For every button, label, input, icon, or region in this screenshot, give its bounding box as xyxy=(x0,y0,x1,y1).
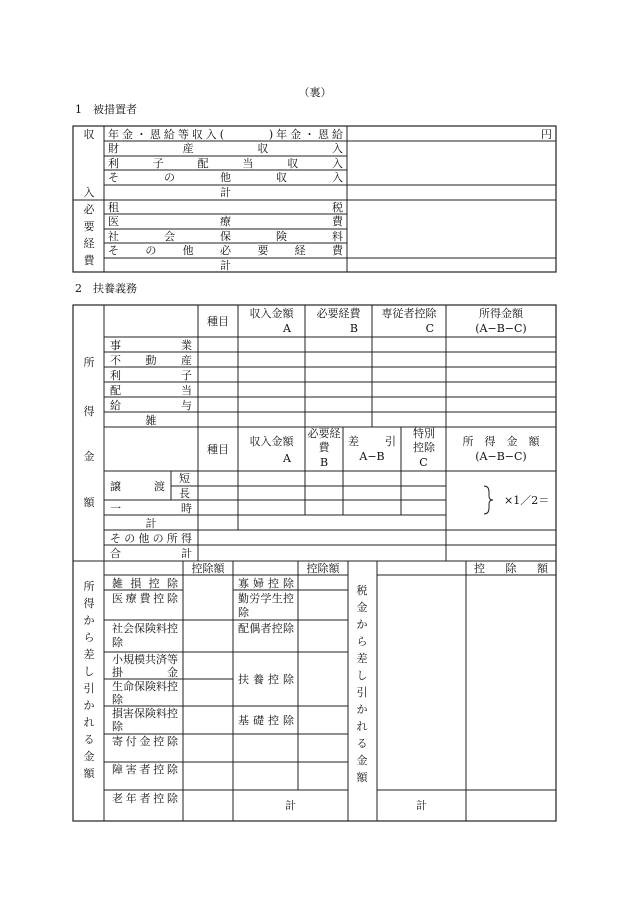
income-group-label-top: 収 xyxy=(83,128,95,141)
deduct-zasson: 雑損控除 xyxy=(112,577,178,590)
section2-title: 2 扶養義務 xyxy=(75,282,137,295)
kojo-header-left: 控除額 xyxy=(191,562,225,575)
head2-tokubetsu-sub: C xyxy=(419,456,428,469)
head2-shotoku: 所 得 金 額 xyxy=(462,435,540,448)
deduct-ronensha: 老年者控除 xyxy=(112,792,178,805)
row-joto: 譲 渡 xyxy=(110,480,165,493)
row-fudosan: 不 動 産 xyxy=(110,354,192,367)
deduct-shogaisha: 障害者控除 xyxy=(112,763,178,776)
deduct-kafu: 寡婦控除 xyxy=(238,577,294,590)
expense-row-medical: 医 療 費 xyxy=(108,215,343,228)
shotoku-group-3: 金 xyxy=(83,450,95,463)
expense-group-label: 必要経費 xyxy=(83,203,95,267)
row-zatsu: 雑 xyxy=(145,414,157,427)
income-row-interest: 利 子 配 当 収 入 xyxy=(108,157,343,170)
page-side-label: （裏） xyxy=(298,86,332,99)
row-gokei: 合 計 xyxy=(110,547,192,560)
row-kyuyo: 給 与 xyxy=(110,399,192,412)
half-formula: ×1／2＝ xyxy=(504,494,550,507)
row-kei: 計 xyxy=(145,517,157,530)
head1-shotoku: 所得金額 xyxy=(479,307,523,320)
deduct-kifukin: 寄付金控除 xyxy=(112,735,178,748)
deduct-fuyo: 扶養控除 xyxy=(238,673,294,686)
row-joto-cho: 長 xyxy=(179,487,190,500)
row-ichiji: 一 時 xyxy=(110,502,192,515)
deduct-haigusha: 配偶者控除 xyxy=(238,622,294,635)
head1-senju: 専従者控除 xyxy=(381,307,437,320)
head1-hitsuyo-sub: B xyxy=(349,322,358,335)
row-rishi: 利 子 xyxy=(110,369,192,382)
yen-unit: 円 xyxy=(541,128,552,141)
head2-hitsuyo: 必要経費 xyxy=(307,427,341,454)
deduct-shakaihoken: 社会保険料控除 xyxy=(112,622,178,649)
income-row-pension: 年金・恩給等収入( )年金・恩給 xyxy=(108,128,343,141)
deduct-total-label: 計 xyxy=(285,799,296,812)
deduct-iryohi: 医療費控除 xyxy=(112,592,178,605)
shotoku-group-1: 所 xyxy=(83,356,95,369)
deduct-songaihoken: 損害保険料控除 xyxy=(112,707,178,733)
income-group-label-bottom: 入 xyxy=(83,186,95,199)
head1-shumoku: 種目 xyxy=(207,315,229,328)
shotoku-group-2: 得 xyxy=(83,405,95,418)
income-row-property: 財 産 収 入 xyxy=(108,142,343,155)
row-joto-tan: 短 xyxy=(179,472,190,485)
tax-total-label: 計 xyxy=(416,799,427,812)
tax-group-label: 税金から差し引かれる金額 xyxy=(356,584,368,784)
row-haito: 配 当 xyxy=(110,384,192,397)
head2-shunyu: 収入金額 xyxy=(249,435,294,448)
expense-row-insurance: 社 会 保 険 料 xyxy=(108,230,343,243)
head1-hitsuyo: 必要経費 xyxy=(316,307,361,320)
head1-shunyu: 収入金額 xyxy=(249,307,294,320)
deduct-group-label: 所得から差し引かれる金額 xyxy=(83,580,95,780)
head1-shunyu-sub: A xyxy=(283,322,291,335)
expense-total-label: 計 xyxy=(220,259,231,272)
income-row-other: そ の 他 収 入 xyxy=(108,171,343,184)
expense-row-tax: 租 税 xyxy=(108,201,343,214)
head2-sabiki-sub: A−B xyxy=(359,450,385,463)
head2-shotoku-sub: (A−B−C) xyxy=(475,450,527,463)
row-jigyo: 事 業 xyxy=(110,339,192,352)
head1-shotoku-sub: (A−B−C) xyxy=(475,322,527,335)
head2-shunyu-sub: A xyxy=(283,452,291,465)
head2-shumoku: 種目 xyxy=(207,443,229,456)
row-sonota: その他の所得 xyxy=(110,532,192,545)
head1-senju-sub: C xyxy=(425,322,434,335)
tax-kojo-header: 控 除 額 xyxy=(474,562,548,575)
shotoku-group-4: 額 xyxy=(83,496,95,509)
head2-hitsuyo-sub: B xyxy=(319,456,329,469)
deduct-kiso: 基礎控除 xyxy=(238,714,294,727)
income-total-label: 計 xyxy=(220,186,231,199)
kojo-header-right: 控除額 xyxy=(306,562,340,575)
section1-title: 1 被措置者 xyxy=(75,103,137,116)
head2-sabiki: 差 引 xyxy=(348,435,396,448)
deduct-seimeihoken: 生命保険料控除 xyxy=(112,680,178,706)
expense-row-other: そ の 他 必 要 経 費 xyxy=(108,244,343,257)
deduct-kinrogakusei: 勤労学生控除 xyxy=(238,592,294,619)
head2-tokubetsu: 特別控除 xyxy=(413,427,435,454)
deduct-shokibo: 小規模共済等掛金 xyxy=(112,653,178,679)
